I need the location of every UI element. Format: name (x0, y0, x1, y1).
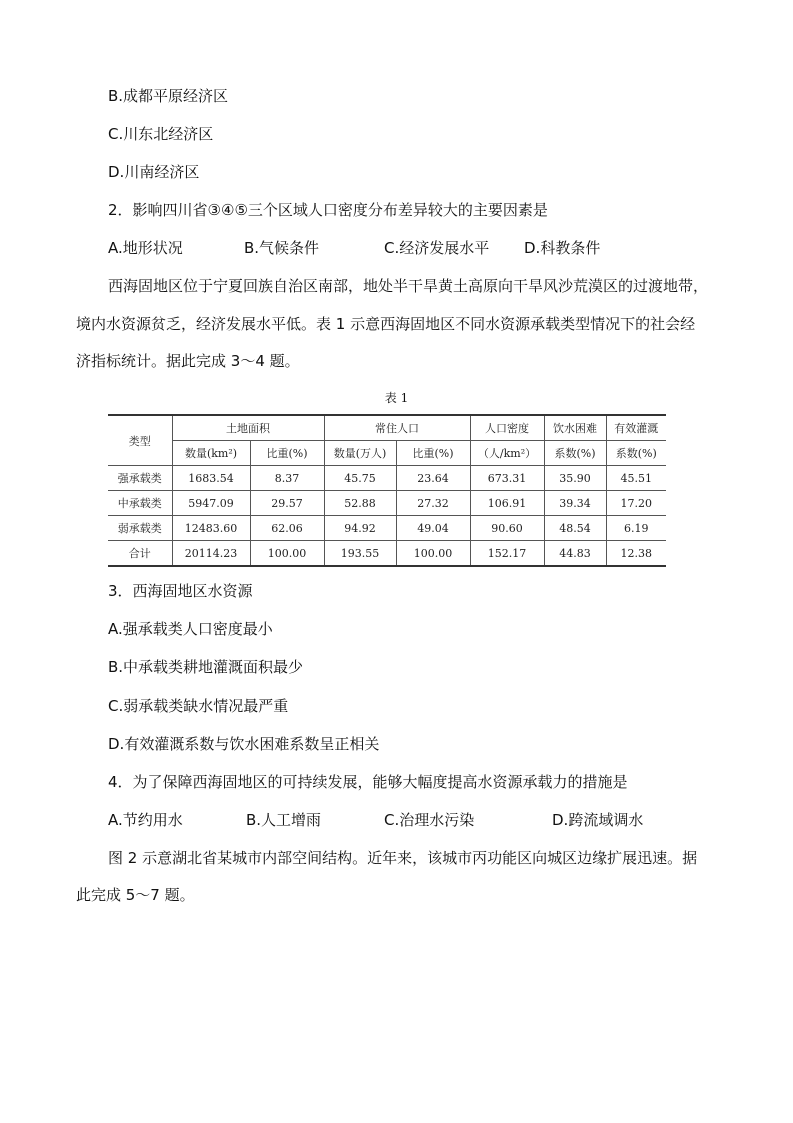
header-land-area: 土地面积 (172, 415, 324, 441)
table-cell: 39.34 (544, 491, 606, 516)
table-cell: 193.55 (324, 541, 396, 567)
table-cell: 20114.23 (172, 541, 250, 567)
q3-option-d: D.有效灌溉系数与饮水困难系数呈正相关 (108, 735, 380, 753)
q4-options (108, 810, 668, 830)
table-cell: 100.00 (250, 541, 324, 567)
header-density-unit: （人/km²） (470, 441, 544, 466)
table-cell: 12483.60 (172, 516, 250, 541)
table-header-row-1 (108, 415, 666, 441)
passage2-line2: 此完成 5～7 题。 (76, 886, 195, 904)
header-pop-ratio: 比重(%) (396, 441, 470, 466)
table-row (108, 466, 666, 491)
table-cell: 12.38 (606, 541, 666, 567)
table-cell: 5947.09 (172, 491, 250, 516)
table-cell: 152.17 (470, 541, 544, 567)
passage1-line3: 济指标统计。据此完成 3～4 题。 (76, 352, 300, 370)
q1-option-d: D.川南经济区 (108, 163, 200, 181)
q4-option-b: B.人工增雨 (246, 811, 322, 829)
table-cell: 106.91 (470, 491, 544, 516)
table-header-row-2 (108, 441, 666, 466)
q2-stem: 2．影响四川省③④⑤三个区域人口密度分布差异较大的主要因素是 (108, 201, 548, 219)
header-land-ratio: 比重(%) (250, 441, 324, 466)
passage1-line2: 境内水资源贫乏，经济发展水平低。表 1 示意西海固地区不同水资源承载类型情况下的社会经 (76, 315, 696, 333)
table-row (108, 516, 666, 541)
header-population: 常住人口 (324, 415, 470, 441)
q4-option-d: D.跨流域调水 (552, 811, 644, 829)
table-cell: 中承载类 (108, 491, 172, 516)
q2-option-b: B.气候条件 (244, 239, 320, 257)
table-cell: 673.31 (470, 466, 544, 491)
q1-option-c: C.川东北经济区 (108, 125, 214, 143)
header-water-difficulty: 饮水困难 (544, 415, 606, 441)
table-row-total (108, 541, 666, 567)
table-cell: 强承载类 (108, 466, 172, 491)
header-water-unit: 系数(%) (544, 441, 606, 466)
table-cell: 1683.54 (172, 466, 250, 491)
q3-stem: 3．西海固地区水资源 (108, 582, 253, 600)
passage1-line1: 西海固地区位于宁夏回族自治区南部，地处半干旱黄土高原向干旱风沙荒漠区的过渡地带， (108, 277, 709, 295)
table-cell: 44.83 (544, 541, 606, 567)
table-cell: 23.64 (396, 466, 470, 491)
table-cell: 合计 (108, 541, 172, 567)
header-type: 类型 (108, 415, 172, 466)
data-table (108, 414, 666, 567)
table-cell: 27.32 (396, 491, 470, 516)
table-cell: 48.54 (544, 516, 606, 541)
q2-option-d: D.科教条件 (524, 239, 601, 257)
q2-option-a: A.地形状况 (108, 239, 183, 257)
table-row (108, 491, 666, 516)
q1-option-b: B.成都平原经济区 (108, 87, 229, 105)
table-cell: 52.88 (324, 491, 396, 516)
header-irrigation-unit: 系数(%) (606, 441, 666, 466)
header-pop-count: 数量(万人) (324, 441, 396, 466)
header-land-count: 数量(km²) (172, 441, 250, 466)
q3-option-c: C.弱承载类缺水情况最严重 (108, 697, 289, 715)
q4-option-a: A.节约用水 (108, 811, 183, 829)
table-cell: 45.51 (606, 466, 666, 491)
table-cell: 62.06 (250, 516, 324, 541)
table-cell: 17.20 (606, 491, 666, 516)
q2-option-c: C.经济发展水平 (384, 239, 490, 257)
passage2-line1: 图 2 示意湖北省某城市内部空间结构。近年来，该城市丙功能区向城区边缘扩展迅速。据 (108, 849, 698, 867)
table-cell: 8.37 (250, 466, 324, 491)
table-cell: 45.75 (324, 466, 396, 491)
q2-options (108, 238, 668, 258)
table-cell: 弱承载类 (108, 516, 172, 541)
q4-option-c: C.治理水污染 (384, 811, 475, 829)
header-irrigation: 有效灌溉 (606, 415, 666, 441)
table-cell: 29.57 (250, 491, 324, 516)
table-cell: 49.04 (396, 516, 470, 541)
table-cell: 94.92 (324, 516, 396, 541)
table-cell: 90.60 (470, 516, 544, 541)
table-cell: 100.00 (396, 541, 470, 567)
q4-stem: 4．为了保障西海固地区的可持续发展，能够大幅度提高水资源承载力的措施是 (108, 773, 628, 791)
table-caption: 表 1 (384, 391, 409, 405)
header-density: 人口密度 (470, 415, 544, 441)
table-cell: 35.90 (544, 466, 606, 491)
q3-option-b: B.中承载类耕地灌溉面积最少 (108, 658, 304, 676)
table-cell: 6.19 (606, 516, 666, 541)
q3-option-a: A.强承载类人口密度最小 (108, 620, 273, 638)
